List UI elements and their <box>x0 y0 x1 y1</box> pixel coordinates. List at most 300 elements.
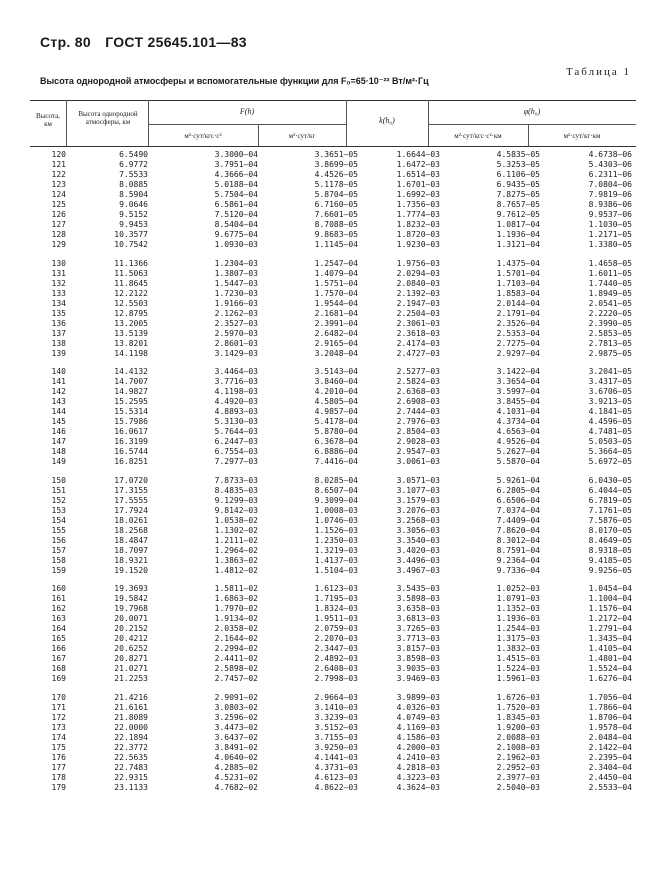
table-cell: 2.1644—02 <box>214 634 258 643</box>
table-cell: 21.6161 <box>114 702 148 712</box>
table-cell: 1.7970—02 <box>214 604 258 613</box>
table-cell: 136 <box>51 318 66 328</box>
table-cell: 14.7007 <box>114 377 148 386</box>
table-cell: 3.3239—03 <box>314 712 358 722</box>
table-cell: 2.3527—03 <box>214 318 258 328</box>
table-cell: 2.0144—04 <box>496 298 540 308</box>
table-cell: 4.5805—04 <box>314 397 358 406</box>
table-cell: 18.4847 <box>114 535 148 545</box>
table-cell: 4.3223—03 <box>396 772 440 782</box>
table-cell: 12.8795 <box>114 308 148 318</box>
table-cell: 1.9756—03 <box>396 258 440 268</box>
table-cell: 15.7986 <box>114 417 148 426</box>
table-cell: 175 <box>51 742 66 752</box>
table-cell: 2.7444—03 <box>396 407 440 416</box>
table-row <box>30 763 636 773</box>
table-cell: 1.9200—03 <box>496 722 540 732</box>
table-cell: 158 <box>51 555 66 565</box>
table-cell: 1.5104—03 <box>314 565 358 575</box>
table-cell: 5.3130—03 <box>214 417 258 426</box>
table-cell: 156 <box>51 535 66 545</box>
table-cell: 1.2304—03 <box>214 258 258 268</box>
table-cell: 1.0252—03 <box>496 584 540 593</box>
table-row <box>30 407 636 417</box>
table-cell: 2.6482—04 <box>314 328 358 338</box>
table-cell: 4.6738—06 <box>588 150 632 159</box>
table-cell: 6.7819—05 <box>588 495 632 505</box>
table-cell: 1.0008—03 <box>314 505 358 515</box>
table-row <box>30 526 636 536</box>
table-cell: 4.3624—03 <box>396 782 440 792</box>
table-cell: 9.1299—03 <box>214 495 258 505</box>
table-row <box>30 259 636 269</box>
col-header-f-unit2: м²·сут/кг <box>288 132 316 140</box>
table-cell: 139 <box>51 348 66 358</box>
table-cell: 123 <box>51 180 66 189</box>
table-cell: 6.7160—05 <box>314 200 358 209</box>
table-row <box>30 753 636 763</box>
table-cell: 166 <box>51 644 66 653</box>
table-cell: 3.5435—03 <box>396 584 440 593</box>
table-cell: 9.6775—04 <box>214 230 258 239</box>
table-cell: 1.5961—03 <box>496 674 540 683</box>
row-group <box>30 150 636 250</box>
table-cell: 2.3061—03 <box>396 318 440 328</box>
table-cell: 9.4185—05 <box>588 555 632 565</box>
table-row <box>30 703 636 713</box>
table-cell: 1.4658—05 <box>588 258 632 268</box>
table-cell: 4.1031—04 <box>496 407 540 416</box>
table-cell: 3.3654—04 <box>496 377 540 386</box>
table-cell: 2.6908—03 <box>396 397 440 406</box>
table-cell: 149 <box>51 457 66 466</box>
table-row <box>30 240 636 250</box>
table-cell: 2.2395—04 <box>588 752 632 762</box>
table-cell: 4.8622—03 <box>314 782 358 792</box>
table-cell: 1.2171—05 <box>588 230 632 239</box>
table-cell: 8.0885 <box>119 180 148 189</box>
table-cell: 19.7968 <box>114 604 148 613</box>
table-cell: 142 <box>51 387 66 396</box>
table-cell: 5.3253—05 <box>496 160 540 169</box>
phi-sub-rule <box>428 124 636 125</box>
table-cell: 9.7336—04 <box>496 565 540 575</box>
col-header-height: Высота, км <box>36 112 60 128</box>
table-row <box>30 536 636 546</box>
table-cell: 170 <box>51 692 66 702</box>
table-cell: 3.3651—05 <box>314 150 358 159</box>
table-cell: 4.2000—03 <box>396 742 440 752</box>
table-cell: 1.6514—03 <box>396 170 440 179</box>
table-cell: 1.8583—04 <box>496 288 540 298</box>
table-cell: 22.9315 <box>114 772 148 782</box>
table-cell: 9.9537—06 <box>588 210 632 219</box>
table-cell: 22.3772 <box>114 742 148 752</box>
table-cell: 9.8683—05 <box>314 230 358 239</box>
table-cell: 7.5533 <box>119 170 148 179</box>
table-row <box>30 594 636 604</box>
table-cell: 2.8601—03 <box>214 338 258 348</box>
table-row <box>30 180 636 190</box>
table-row <box>30 743 636 753</box>
table-cell: 2.3991—04 <box>314 318 358 328</box>
table-cell: 7.4416—04 <box>314 457 358 466</box>
table-cell: 4.9857—04 <box>314 407 358 416</box>
table-cell: 4.2410—03 <box>396 752 440 762</box>
table-cell: 3.8699—05 <box>314 160 358 169</box>
table-cell: 172 <box>51 712 66 722</box>
table-row <box>30 279 636 289</box>
table-cell: 5.7504—04 <box>214 190 258 199</box>
table-cell: 16.0617 <box>114 427 148 436</box>
table-cell: 2.7813—05 <box>588 338 632 348</box>
table-cell: 3.5997—04 <box>496 387 540 396</box>
table-cell: 7.6601—05 <box>314 210 358 219</box>
table-cell: 8.5404—04 <box>214 220 258 229</box>
table-cell: 2.1947—03 <box>396 298 440 308</box>
table-cell: 6.5490 <box>119 150 148 159</box>
table-cell: 5.9261—04 <box>496 475 540 485</box>
table-cell: 1.7866—04 <box>588 702 632 712</box>
table-cell: 1.1576—04 <box>588 604 632 613</box>
table-cell: 162 <box>51 604 66 613</box>
table-row <box>30 230 636 240</box>
table-row <box>30 723 636 733</box>
table-cell: 150 <box>51 475 66 485</box>
table-cell: 1.3121—04 <box>496 240 540 249</box>
table-cell: 7.4409—04 <box>496 515 540 525</box>
table-cell: 131 <box>51 268 66 278</box>
table-cell: 16.8251 <box>114 457 148 466</box>
table-cell: 2.2220—05 <box>588 308 632 318</box>
table-cell: 5.3664—05 <box>588 447 632 456</box>
table-row <box>30 377 636 387</box>
table-cell: 1.2350—03 <box>314 535 358 545</box>
table-cell: 1.7774—03 <box>396 210 440 219</box>
table-cell: 5.8780—04 <box>314 427 358 436</box>
table-row <box>30 556 636 566</box>
table-cell: 3.9035—03 <box>396 664 440 673</box>
table-cell: 3.6813—03 <box>396 614 440 623</box>
table-cell: 2.1392—03 <box>396 288 440 298</box>
table-cell: 1.9511—03 <box>314 614 358 623</box>
table-cell: 2.3977—03 <box>496 772 540 782</box>
table-cell: 6.9772 <box>119 160 148 169</box>
table-row <box>30 220 636 230</box>
table-cell: 6.9435—05 <box>496 180 540 189</box>
table-row <box>30 150 636 160</box>
table-cell: 6.8886—04 <box>314 447 358 456</box>
table-cell: 3.7951—04 <box>214 160 258 169</box>
table-cell: 3.2041—05 <box>588 367 632 376</box>
table-cell: 1.0817—04 <box>496 220 540 229</box>
table-cell: 3.2568—03 <box>396 515 440 525</box>
table-cell: 3.8491—02 <box>214 742 258 752</box>
table-cell: 1.7570—04 <box>314 288 358 298</box>
table-row <box>30 713 636 723</box>
table-cell: 3.6358—03 <box>396 604 440 613</box>
table-row <box>30 664 636 674</box>
table-cell: 3.4317—05 <box>588 377 632 386</box>
table-cell: 132 <box>51 278 66 288</box>
table-cell: 18.0261 <box>114 515 148 525</box>
table-cell: 6.2447—03 <box>214 437 258 446</box>
table-cell: 1.6644—03 <box>396 150 440 159</box>
header-top-rule <box>30 100 636 101</box>
table-cell: 3.4967—03 <box>396 565 440 575</box>
table-cell: 4.1198—03 <box>214 387 258 396</box>
table-cell: 7.5120—04 <box>214 210 258 219</box>
table-cell: 1.1004—04 <box>588 594 632 603</box>
table-cell: 4.4526—05 <box>314 170 358 179</box>
table-cell: 1.6011—05 <box>588 268 632 278</box>
table-cell: 1.6276—04 <box>588 674 632 683</box>
table-row <box>30 367 636 377</box>
table-cell: 2.9165—04 <box>314 338 358 348</box>
table-cell: 2.5353—04 <box>496 328 540 338</box>
table-cell: 2.0358—02 <box>214 624 258 633</box>
table-cell: 1.2547—04 <box>314 258 358 268</box>
table-cell: 3.3540—03 <box>396 535 440 545</box>
table-cell: 3.4473—02 <box>214 722 258 732</box>
table-row <box>30 160 636 170</box>
table-cell: 3.5152—03 <box>314 722 358 732</box>
table-cell: 13.5139 <box>114 328 148 338</box>
table-cell: 154 <box>51 515 66 525</box>
table-cell: 173 <box>51 722 66 732</box>
table-cell: 1.2544—03 <box>496 624 540 633</box>
table-row <box>30 299 636 309</box>
table-row <box>30 733 636 743</box>
header-bottom-rule <box>30 146 636 147</box>
row-group <box>30 476 636 576</box>
table-cell: 1.3807—03 <box>214 268 258 278</box>
table-cell: 4.1169—03 <box>396 722 440 732</box>
table-cell: 1.9134—02 <box>214 614 258 623</box>
table-cell: 10.7542 <box>114 240 148 249</box>
table-cell: 4.0326—03 <box>396 702 440 712</box>
standard-number: ГОСТ 25645.101—83 <box>105 34 247 50</box>
table-row <box>30 506 636 516</box>
table-row <box>30 604 636 614</box>
table-cell: 1.3175—03 <box>496 634 540 643</box>
table-cell: 127 <box>51 220 66 229</box>
table-cell: 3.1410—03 <box>314 702 358 712</box>
table-row <box>30 546 636 556</box>
table-cell: 1.2791—04 <box>588 624 632 633</box>
table-cell: 2.1791—04 <box>496 308 540 318</box>
table-cell: 1.1352—03 <box>496 604 540 613</box>
table-cell: 1.6863—02 <box>214 594 258 603</box>
table-cell: 2.3990—05 <box>588 318 632 328</box>
table-cell: 151 <box>51 485 66 495</box>
table-cell: 10.3577 <box>114 230 148 239</box>
col-divider <box>66 100 67 146</box>
col-header-phi: φ(h₀) <box>523 107 541 116</box>
table-row <box>30 319 636 329</box>
table-caption: Таблица 1 <box>565 66 631 78</box>
table-cell: 1.0538—02 <box>214 515 258 525</box>
table-cell: 1.7440—05 <box>588 278 632 288</box>
row-group <box>30 584 636 684</box>
row-group <box>30 693 636 793</box>
table-cell: 3.0061—03 <box>396 457 440 466</box>
table-cell: 177 <box>51 762 66 772</box>
table-cell: 17.5555 <box>114 495 148 505</box>
table-cell: 3.1077—03 <box>396 485 440 495</box>
table-cell: 5.8704—05 <box>314 190 358 199</box>
table-cell: 3.9899—03 <box>396 692 440 702</box>
table-cell: 13.8201 <box>114 338 148 348</box>
table-cell: 167 <box>51 654 66 663</box>
table-cell: 122 <box>51 170 66 179</box>
table-cell: 1.3380—05 <box>588 240 632 249</box>
table-cell: 153 <box>51 505 66 515</box>
table-cell: 1.0454—04 <box>588 584 632 593</box>
table-cell: 124 <box>51 190 66 199</box>
table-cell: 5.6972—05 <box>588 457 632 466</box>
table-cell: 2.4727—03 <box>396 348 440 358</box>
table-cell: 8.7088—05 <box>314 220 358 229</box>
table-cell: 23.1133 <box>114 782 148 792</box>
table-row <box>30 674 636 684</box>
table-cell: 1.6701—03 <box>396 180 440 189</box>
table-cell: 1.7056—04 <box>588 692 632 702</box>
table-cell: 11.1366 <box>114 258 148 268</box>
table-cell: 165 <box>51 634 66 643</box>
table-cell: 125 <box>51 200 66 209</box>
table-row <box>30 417 636 427</box>
table-cell: 2.6408—03 <box>314 664 358 673</box>
table-cell: 1.4801—04 <box>588 654 632 663</box>
table-cell: 3.9250—03 <box>314 742 358 752</box>
table-cell: 3.5143—04 <box>314 367 358 376</box>
table-cell: 4.7481—05 <box>588 427 632 436</box>
table-cell: 1.6123—03 <box>314 584 358 593</box>
table-cell: 133 <box>51 288 66 298</box>
table-cell: 135 <box>51 308 66 318</box>
table-cell: 6.6506—04 <box>496 495 540 505</box>
table-cell: 3.1429—03 <box>214 348 258 358</box>
table-cell: 22.0000 <box>114 722 148 732</box>
table-row <box>30 289 636 299</box>
table-cell: 1.1302—02 <box>214 525 258 535</box>
col-header-f: F(h) <box>239 107 255 116</box>
table-cell: 6.2805—04 <box>496 485 540 495</box>
table-cell: 168 <box>51 664 66 673</box>
table-cell: 1.1145—04 <box>314 240 358 249</box>
table-cell: 2.0840—03 <box>396 278 440 288</box>
table-cell: 164 <box>51 624 66 633</box>
table-cell: 8.0170—05 <box>588 525 632 535</box>
table-cell: 2.9875—05 <box>588 348 632 358</box>
table-cell: 1.7103—04 <box>496 278 540 288</box>
table-cell: 7.2977—03 <box>214 457 258 466</box>
table-cell: 2.1422—04 <box>588 742 632 752</box>
table-cell: 4.6123—03 <box>314 772 358 782</box>
table-cell: 4.3734—04 <box>496 417 540 426</box>
table-cell: 2.1962—03 <box>496 752 540 762</box>
table-cell: 6.2311—06 <box>588 170 632 179</box>
table-row <box>30 349 636 359</box>
table-cell: 1.1030—05 <box>588 220 632 229</box>
table-cell: 2.0541—05 <box>588 298 632 308</box>
table-cell: 8.4835—03 <box>214 485 258 495</box>
table-cell: 3.2076—03 <box>396 505 440 515</box>
table-cell: 12.5503 <box>114 298 148 308</box>
table-cell: 7.0374—04 <box>496 505 540 515</box>
table-cell: 3.7155—03 <box>314 732 358 742</box>
table-cell: 4.2010—04 <box>314 387 358 396</box>
table-cell: 1.0746—03 <box>314 515 358 525</box>
table-row <box>30 339 636 349</box>
table-row <box>30 584 636 594</box>
table-cell: 2.5277—03 <box>396 367 440 376</box>
table-cell: 1.5447—03 <box>214 278 258 288</box>
table-row <box>30 496 636 506</box>
table-cell: 137 <box>51 328 66 338</box>
table-cell: 129 <box>51 240 66 249</box>
table-cell: 3.8455—04 <box>496 397 540 406</box>
table-cell: 2.9547—03 <box>396 447 440 456</box>
table-cell: 2.4411—02 <box>214 654 258 663</box>
table-cell: 1.7195—03 <box>314 594 358 603</box>
page-number: Стр. 80 <box>40 34 91 50</box>
table-cell: 19.3693 <box>114 584 148 593</box>
table-cell: 146 <box>51 427 66 436</box>
table-cell: 3.2596—02 <box>214 712 258 722</box>
page-header <box>40 34 257 50</box>
table-cell: 4.7682—02 <box>214 782 258 792</box>
table-cell: 141 <box>51 377 66 386</box>
table-row <box>30 309 636 319</box>
table-cell: 9.2364—04 <box>496 555 540 565</box>
row-group <box>30 259 636 359</box>
table-cell: 174 <box>51 732 66 742</box>
table-cell: 2.0759—03 <box>314 624 358 633</box>
table-row <box>30 190 636 200</box>
table-cell: 1.1936—03 <box>496 614 540 623</box>
table-cell: 21.4216 <box>114 692 148 702</box>
table-cell: 145 <box>51 417 66 426</box>
table-cell: 147 <box>51 437 66 446</box>
table-cell: 22.7483 <box>114 762 148 772</box>
table-cell: 1.3435—04 <box>588 634 632 643</box>
table-cell: 2.2070—03 <box>314 634 358 643</box>
table-cell: 2.7998—03 <box>314 674 358 683</box>
table-cell: 2.3618—03 <box>396 328 440 338</box>
table-cell: 21.2253 <box>114 674 148 683</box>
table-cell: 1.4105—04 <box>588 644 632 653</box>
table-cell: 1.1526—03 <box>314 525 358 535</box>
table-cell: 5.2627—04 <box>496 447 540 456</box>
table-row <box>30 447 636 457</box>
table-cell: 3.4496—03 <box>396 555 440 565</box>
table-cell: 4.9526—04 <box>496 437 540 446</box>
col-header-f-unit1: м²·сут/кгс·с² <box>184 132 222 140</box>
table-cell: 171 <box>51 702 66 712</box>
table-cell: 1.8232—03 <box>396 220 440 229</box>
table-cell: 2.5824—03 <box>396 377 440 386</box>
table-cell: 3.0803—02 <box>214 702 258 712</box>
table-cell: 1.3832—03 <box>496 644 540 653</box>
table-cell: 4.2885—02 <box>214 762 258 772</box>
table-cell: 3.6706—05 <box>588 387 632 396</box>
table-cell: 5.1178—05 <box>314 180 358 189</box>
table-cell: 1.9230—03 <box>396 240 440 249</box>
table-cell: 11.8645 <box>114 278 148 288</box>
table-cell: 2.7457—02 <box>214 674 258 683</box>
